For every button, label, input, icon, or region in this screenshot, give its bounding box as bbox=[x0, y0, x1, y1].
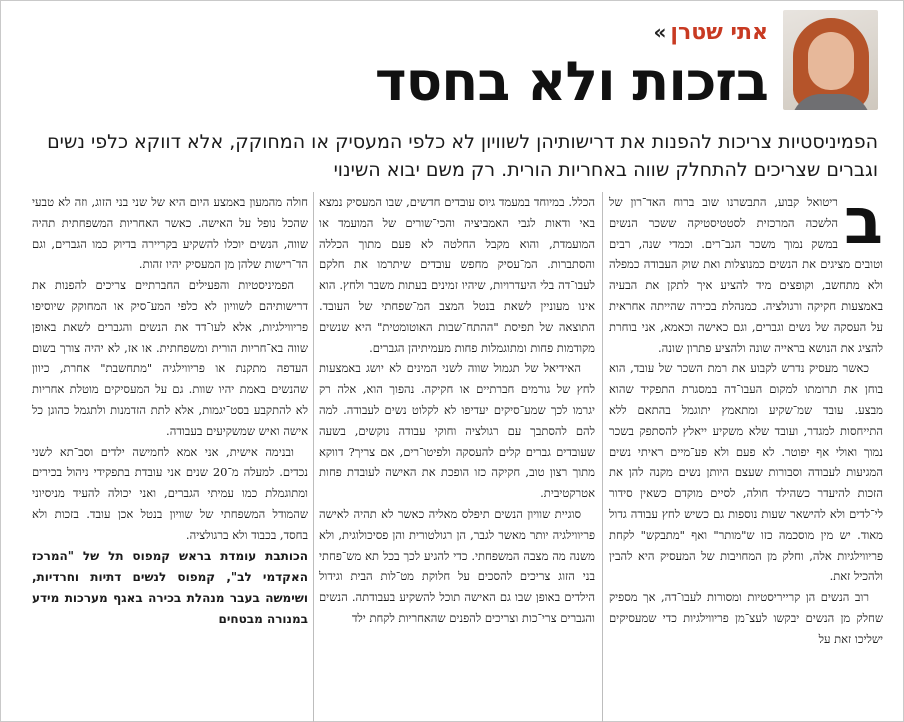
paragraph: חולה מהמעון באמצע היום היא של שני בני הזוג, וזה לא טבעי שהכל נופל על האישה. כאשר האחריות המשפחתית תהיה שווה, הנשים יוכלו להשקיע בקריירה בדיוק כמו הגברים, וגם הד־רישות שלהן מן המעסיק יהיו זהות. bbox=[32, 195, 308, 272]
author-name: אתי שטרן bbox=[670, 19, 768, 45]
paragraph: כאשר מעסיק נדרש לקבוע את רמת השכר של עובד, הוא בוחן את תרומתו למקום העבו־דה במסגרת התפקיד שהוא מבצע. עובד שמ־שקיע ומתאמץ יתוגמל בהתאם ללא התייחסות למגדר, ועובד שלא משקיע ייאלץ להסתפק בשכר נמוך ואולי אף יפוטר. לא פעם ולא פע־מיים ראיתי נשים המגיעות לעבודה וסבורות שעצם היותן נשים מקנה להן את הזכות להיעדר כשהילד חולה, לסיים מוקדם כשאין סידור לי־לדים ולא להישאר שעות נוספות גם כשיש לחץ עבודה גדול מאוד. יש מין מוסכמה כזו ש"מותר" ואף "מתבקש" לקחת פריווילגיות אלה, וחלק מן המחויבות של המעסיק היא להבין ולהכיל זאת. bbox=[609, 361, 883, 584]
column-divider bbox=[602, 192, 603, 722]
article-column-3 bbox=[32, 192, 308, 722]
paragraph: הפמיניסטיות והפעילים החברתיים צריכים להפנות את דרישותיהם לשוויון לא כלפי המע־סיק או המחוקק שיוסיפו פריווילגיות, אלא לעו־דד את הנשים והגברים לשאת באופן שווה בא־חריות הורית ומשפחתית. או אז, לא יהיה צורך בשום העדפה מתקנת או פריווילגיה "מתחשבת" אחרת, כיוון שהנשים באמת יהיו שוות. גם על המעסיקים מוטלת אחריות לא להתקבע בסט־יגמות, אלא לתת הזדמנות ולתגמל כהוגן כל אישה ואיש שמשקיעים בעבודה. bbox=[32, 278, 308, 438]
author-bio: הכותבת עומדת בראש קמפוס תל של "המרכז האקדמי לב", קמפוס לנשים דתיות וחרדיות, ושימשה בעבר מנהלת בכירה באגף מערכות מידע במנורה מבטחים bbox=[32, 548, 308, 626]
article-column-2 bbox=[319, 192, 595, 722]
author-photo bbox=[783, 10, 878, 110]
paragraph: האידיאל של תגמול שווה לשני המינים לא יושג באמצעות לחץ של גורמים חברתיים או חקיקה. נהפוך הוא, אלה רק יגרמו לכך שמע־סיקים יעדיפו לא לקלוט נשים לעבודה. למה להם להסתבך עם רגולציה וחוקי עבודה נוקשים, בשעה שעובדים גברים קלים להעסקה ולפיטו־רים, אם צריך? דווקא מתוך רצון טוב, חקיקה כזו הופכת את האישה לעובדת פחות אטרקטיבית. bbox=[319, 361, 595, 501]
paragraph: ריטואל קבוע, התבשרנו שוב ברוח האד־רון של הלשכה המרכזית לסטטיסטיקה ששכר הנשים במשק נמוך משכר הגב־רים. וכמדי שנה, רבים וטובים מציגים את הנשים כמנוצלות ואת שוק העבודה כמפלה ולא מתחשב, וקופצים מיד להציע איך לתקן את הבעיה באמצעות חקיקה ורגולציה. כמנהלת בכירה שהייתה אחראית על העסקה של נשים וגברים, וגם כאישה וכאמא, אני בוחרת להציג את הנושא בראייה שונה ולהציע פתרון שונה. bbox=[609, 195, 883, 355]
photo-face bbox=[808, 32, 854, 90]
article-column-1 bbox=[609, 192, 883, 722]
paragraph: סוגיית שוויון הנשים תיפלס מאליה כאשר לא תהיה לאישה פריווילגיה יותר מאשר לגבר, הן רגולטורית והן פסיכולוגית, ולא משנה מה מצבה המשפחתי. כדי להגיע לכך בכל תא מש־פחתי בני הזוג צריכים להסכים על חלוקת מט־לות הבית וגידול הילדים באופן שבו גם האישה תוכל להשקיע בעבודתה. הנשים והגברים צרי־כות וצריכים להפנים שהאחריות לקחת ילד bbox=[319, 506, 595, 625]
author-byline bbox=[653, 18, 768, 46]
paragraph: ובנימה אישית, אני אמא לחמישה ילדים וסב־תא לשני נכדים. למעלה מ־20 שנים אני עובדת בתפקידי ניהול בכירים ומתוגמלת כמו עמיתי הגברים, ואני יכולה להעיד מניסיוני שהמודל המשפחתי של שוויון בנטל אכן עובד. בזכות ולא בחסד, בכבוד ולא ברגולציה. bbox=[32, 444, 308, 542]
headline: בזכות ולא בחסד bbox=[374, 50, 768, 113]
double-chevron-icon: » bbox=[653, 20, 663, 44]
paragraph: רוב הנשים הן קרייריסטיות ומסורות לעבו־דה, אך מספיק שחלק מן הנשים יבקשו לעצ־מן פריווילגיות כדי שמעסיקים ישליכו זאת על bbox=[609, 590, 883, 646]
drop-cap: ב bbox=[843, 192, 883, 259]
paragraph: הכלל. במיוחד במעמד גיוס עובדים חדשים, שבו המעסיק נמצא באי ודאות לגבי האמביציה והכי־שורים של המועמד או המועמדת, והוא מקבל החלטה לא פעם מתוך הכללה והסתברות. המ־עסיק מחפש עובדים שיתרמו את חלקם לעבו־דה בלי היעדרויות, שיהיו זמינים בעתות משבר ולחץ. הוא אינו מעוניין לשאת בנטל המצב המ־שפחתי של העובד. התוצאה של תפיסת "ההתח־שבות האוטומטית" היא שנשים מקודמות פחות ומתוגמלות פחות מעמיתיהן הגברים. bbox=[319, 195, 595, 355]
subheadline: הפמיניסטיות צריכות להפנות את דרישותיהן לשוויון לא כלפי המעסיק או המחוקק, אלא דווקא כלפי נשים וגברים שצריכים להתחלק שווה באחריות הורית. רק משם יבוא השינוי bbox=[47, 131, 878, 181]
column-divider bbox=[313, 192, 314, 722]
